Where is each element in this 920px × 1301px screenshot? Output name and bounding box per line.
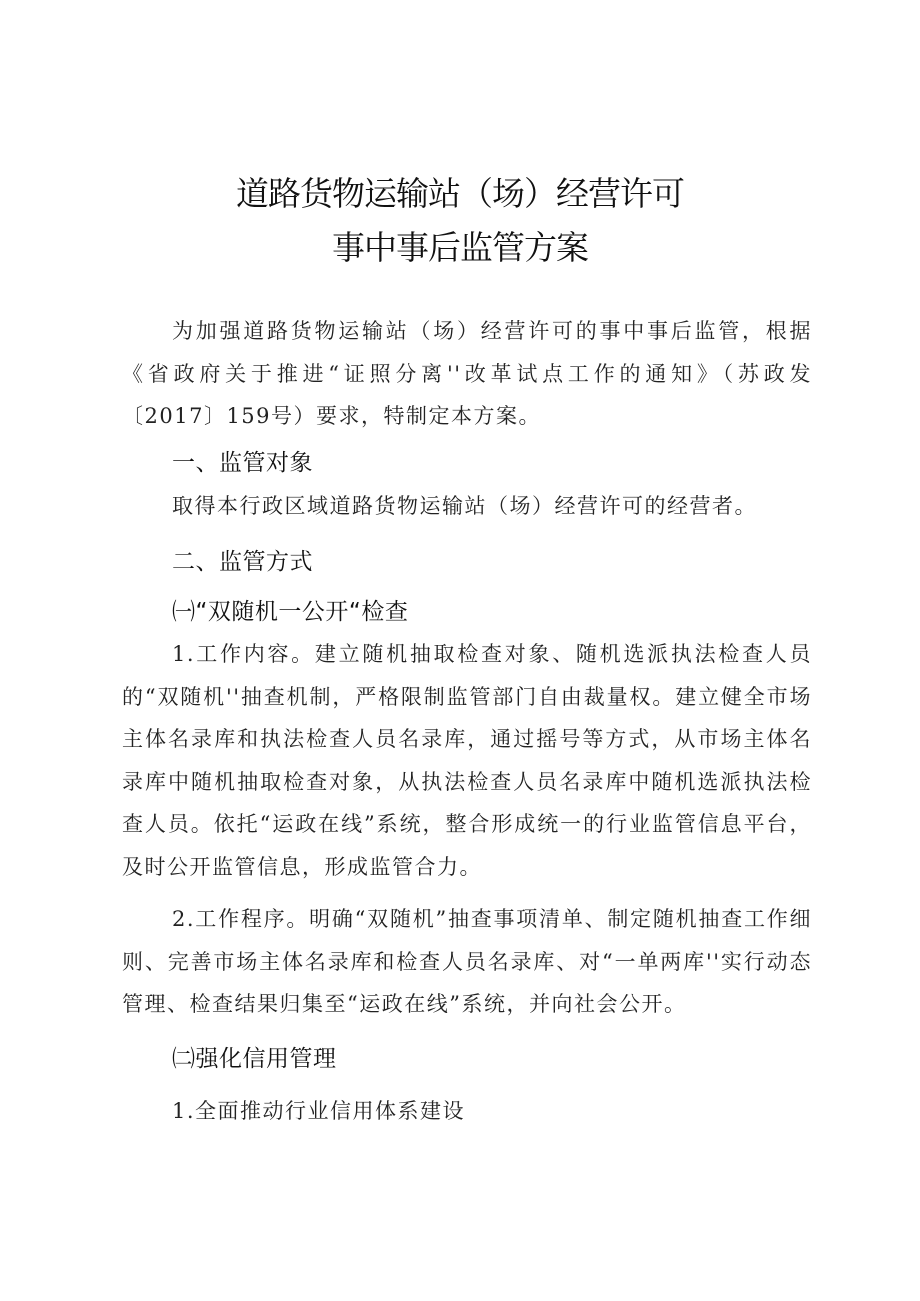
section-2-heading: 二、监管方式 xyxy=(172,549,313,575)
section-1-text: 取得本行政区域道路货物运输站（场）经营许可的经营者。 xyxy=(172,494,757,518)
subsection-2-item-1: 1.全面推动行业信用体系建设 xyxy=(172,1099,466,1123)
subsection-2-heading: ㈡强化信用管理 xyxy=(172,1046,337,1072)
section-1-heading: 一、监管对象 xyxy=(172,450,313,476)
document-title-line-2: 事中事后监管方案 xyxy=(332,228,588,267)
document-title-line-1: 道路货物运输站（场）经营许可 xyxy=(236,174,684,213)
subsection-1-item-1: 1.工作内容。建立随机抽取检查对象、随机选派执法检查人员的“双随机''抽查机制，严格限制监管部门自由裁量权。建立健全市场主体名录库和执法检查人员名录库，通过摇号等方式，从市场主体名录库中随机抽取检查对象，从执法检查人员名录库中随机选派执法检查人员。依托“运政在线”系统，整合形成统一的行业监管信息平台，及时公开监管信息，形成监管合力。 xyxy=(122,642,812,879)
subsection-1-item-2: 2.工作程序。明确“双随机”抽查事项清单、制定随机抽查工作细则、完善市场主体名录库和检查人员名录库、对“一单两库''实行动态管理、检查结果归集至“运政在线”系统，并向社会公开。 xyxy=(122,907,812,1016)
subsection-1-heading: ㈠“双随机一公开“检查 xyxy=(172,599,409,625)
intro-paragraph: 为加强道路货物运输站（场）经营许可的事中事后监管，根据《省政府关于推进“证照分离''改革试点工作的通知》（苏政发〔2017〕159号）要求，特制定本方案。 xyxy=(122,319,812,428)
